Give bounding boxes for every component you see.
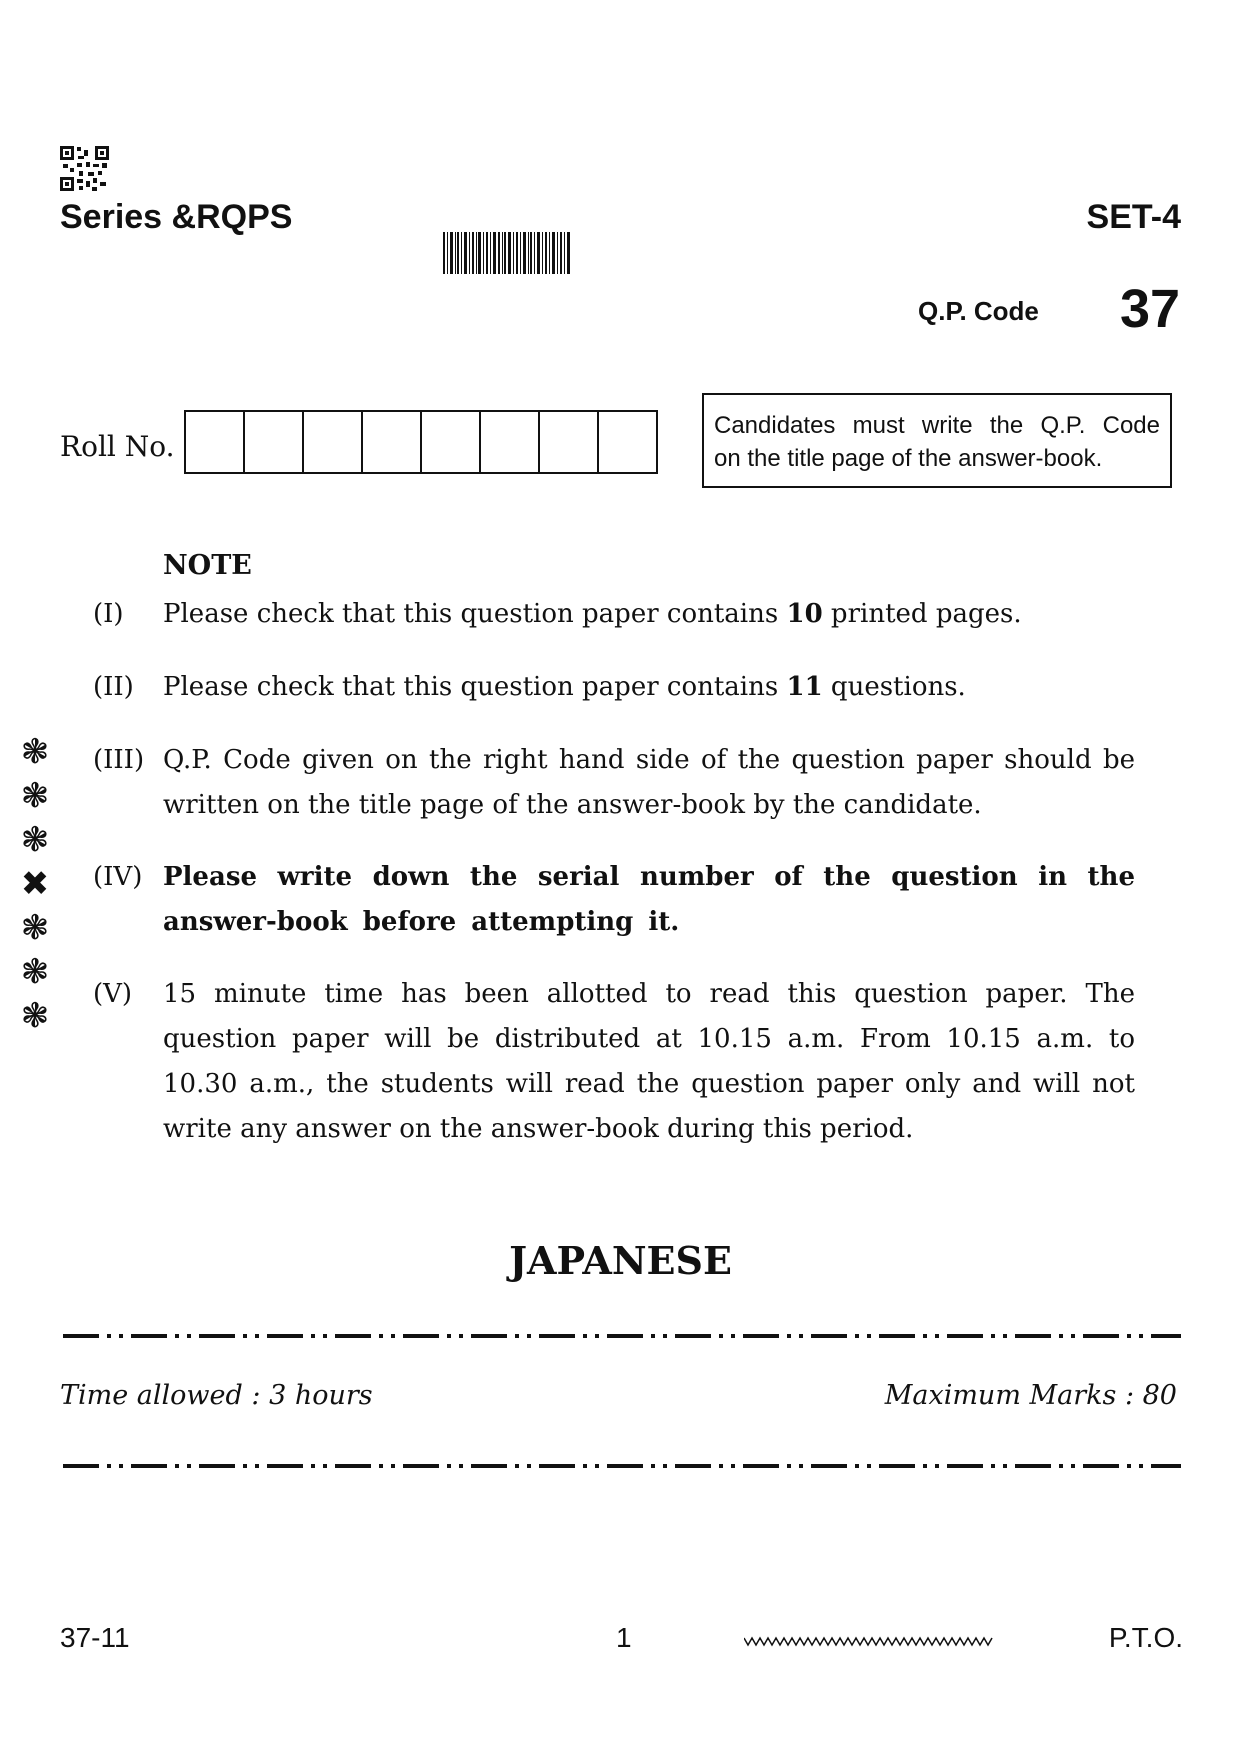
qp-code-value: 37 bbox=[1120, 279, 1181, 339]
subject-title: JAPANESE bbox=[509, 1238, 732, 1283]
footer-code: 37-11 bbox=[60, 1622, 130, 1653]
roll-digit-box[interactable] bbox=[186, 412, 245, 472]
candidate-notice-line: on the title page of the answer-book. bbox=[714, 445, 1103, 472]
note-item-text: Please check that this question paper contains 11 questions. bbox=[163, 672, 966, 702]
time-allowed: Time allowed : 3 hours bbox=[60, 1380, 373, 1411]
note-item-text: Please write down the serial number of the question in the answer-book before attempting it. bbox=[163, 862, 1135, 937]
note-item-number: (II) bbox=[93, 672, 134, 702]
pto-label: P.T.O. bbox=[1108, 1622, 1183, 1653]
candidate-notice-box bbox=[702, 393, 1172, 488]
note-item bbox=[93, 738, 1135, 828]
note-item-number: (I) bbox=[93, 599, 124, 629]
roll-no-boxes[interactable] bbox=[184, 410, 658, 474]
roll-digit-box[interactable] bbox=[422, 412, 481, 472]
note-item-text: Q.P. Code given on the right hand side of the question paper should be written on the title page of the answer-book by the candidate. bbox=[163, 745, 1135, 820]
note-item bbox=[93, 592, 1135, 637]
candidate-notice-line: Candidates must write the Q.P. Code bbox=[714, 412, 1160, 439]
qr-code bbox=[60, 146, 109, 191]
asterism-icon: ❃ bbox=[20, 776, 50, 816]
page-number: 1 bbox=[616, 1622, 632, 1653]
roll-digit-box[interactable] bbox=[245, 412, 304, 472]
cross-icon: ✖ bbox=[20, 864, 50, 904]
roll-digit-box[interactable] bbox=[599, 412, 656, 472]
note-item bbox=[93, 665, 1135, 710]
note-item-number: (V) bbox=[93, 979, 133, 1009]
note-title: NOTE bbox=[163, 550, 252, 581]
asterism-icon: ❃ bbox=[20, 820, 50, 860]
barcode bbox=[443, 232, 570, 274]
note-item bbox=[93, 855, 1135, 945]
margin-marks bbox=[18, 730, 52, 1038]
asterism-icon: ❃ bbox=[20, 908, 50, 948]
roll-digit-box[interactable] bbox=[363, 412, 422, 472]
roll-digit-box[interactable] bbox=[540, 412, 599, 472]
dash-dot-divider bbox=[63, 1463, 1181, 1469]
note-item-number: (III) bbox=[93, 745, 145, 775]
roll-no-label: Roll No. bbox=[60, 430, 175, 463]
asterism-icon: ❃ bbox=[20, 996, 50, 1036]
note-item bbox=[93, 972, 1135, 1152]
asterism-icon: ❃ bbox=[20, 952, 50, 992]
qp-code-label: Q.P. Code bbox=[918, 296, 1039, 326]
squiggle-line bbox=[744, 1634, 994, 1648]
note-item-text: Please check that this question paper contains 10 printed pages. bbox=[163, 599, 1022, 629]
set-label: SET-4 bbox=[1086, 198, 1181, 236]
series-label: Series &RQPS bbox=[60, 198, 293, 236]
note-item-text: 15 minute time has been allotted to read this question paper. The question paper will be distributed at 10.15 a.m. From 10.15 a.m. to 10.30 a.m., the students will read the question paper only and will not write any answer on the answer-book during this period. bbox=[163, 979, 1135, 1144]
roll-digit-box[interactable] bbox=[304, 412, 363, 472]
roll-digit-box[interactable] bbox=[481, 412, 540, 472]
maximum-marks: Maximum Marks : 80 bbox=[884, 1380, 1177, 1411]
asterism-icon: ❃ bbox=[20, 732, 50, 772]
note-item-number: (IV) bbox=[93, 862, 143, 892]
dash-dot-divider bbox=[63, 1333, 1181, 1339]
